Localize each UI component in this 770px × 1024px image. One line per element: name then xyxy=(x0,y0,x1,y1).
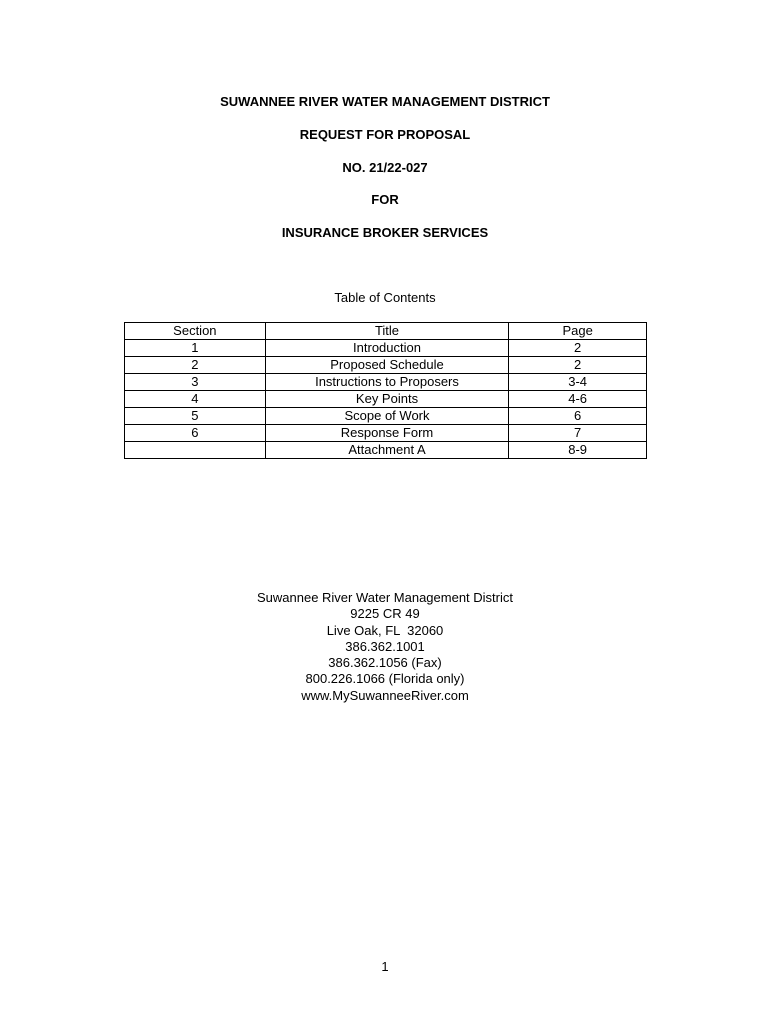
toc-cell-page: 2 xyxy=(509,340,647,357)
toc-title: Table of Contents xyxy=(334,290,436,305)
for-heading: FOR xyxy=(371,192,399,207)
toc-row xyxy=(125,391,647,408)
toc-row xyxy=(125,408,647,425)
toc-cell-title: Proposed Schedule xyxy=(265,357,509,374)
toc-header-title: Title xyxy=(265,323,509,340)
address-tollfree: 800.226.1066 (Florida only) xyxy=(305,671,465,687)
toc-cell-title: Response Form xyxy=(265,425,509,442)
toc-header-row xyxy=(125,323,647,340)
toc-cell-page: 8-9 xyxy=(509,442,647,459)
services-heading: INSURANCE BROKER SERVICES xyxy=(281,225,489,240)
toc-header-page: Page xyxy=(509,323,647,340)
toc-cell-section: 3 xyxy=(125,374,266,391)
toc-cell-title: Introduction xyxy=(265,340,509,357)
toc-cell-page: 7 xyxy=(509,425,647,442)
address-street: 9225 CR 49 xyxy=(350,606,420,622)
address-block xyxy=(0,590,770,704)
toc-header-section: Section xyxy=(125,323,266,340)
rfp-number-heading: NO. 21/22-027 xyxy=(342,160,428,175)
toc-cell-section: 5 xyxy=(125,408,266,425)
toc-cell-section: 4 xyxy=(125,391,266,408)
toc-row xyxy=(125,357,647,374)
toc-cell-section xyxy=(125,442,266,459)
page-number: 1 xyxy=(381,959,389,974)
toc-cell-section: 6 xyxy=(125,425,266,442)
toc-row xyxy=(125,425,647,442)
address-website: www.MySuwanneeRiver.com xyxy=(301,687,469,703)
toc-row xyxy=(125,374,647,391)
toc-cell-page: 6 xyxy=(509,408,647,425)
toc-cell-title: Key Points xyxy=(265,391,509,408)
address-fax: 386.362.1056 (Fax) xyxy=(328,655,442,671)
toc-row xyxy=(125,340,647,357)
toc-cell-page: 3-4 xyxy=(509,374,647,391)
toc-cell-title: Attachment A xyxy=(265,442,509,459)
toc-table xyxy=(124,322,647,459)
toc-row xyxy=(125,442,647,459)
toc-cell-title: Instructions to Proposers xyxy=(265,374,509,391)
toc-cell-page: 2 xyxy=(509,357,647,374)
rfp-heading: REQUEST FOR PROPOSAL xyxy=(299,127,471,142)
toc-cell-section: 2 xyxy=(125,357,266,374)
toc-cell-section: 1 xyxy=(125,340,266,357)
toc-cell-title: Scope of Work xyxy=(265,408,509,425)
address-city: Live Oak, FL 32060 xyxy=(326,622,444,638)
address-phone: 386.362.1001 xyxy=(345,638,425,654)
address-org-name: Suwannee River Water Management District xyxy=(256,590,513,605)
agency-name-heading: SUWANNEE RIVER WATER MANAGEMENT DISTRICT xyxy=(220,94,550,109)
toc-cell-page: 4-6 xyxy=(509,391,647,408)
